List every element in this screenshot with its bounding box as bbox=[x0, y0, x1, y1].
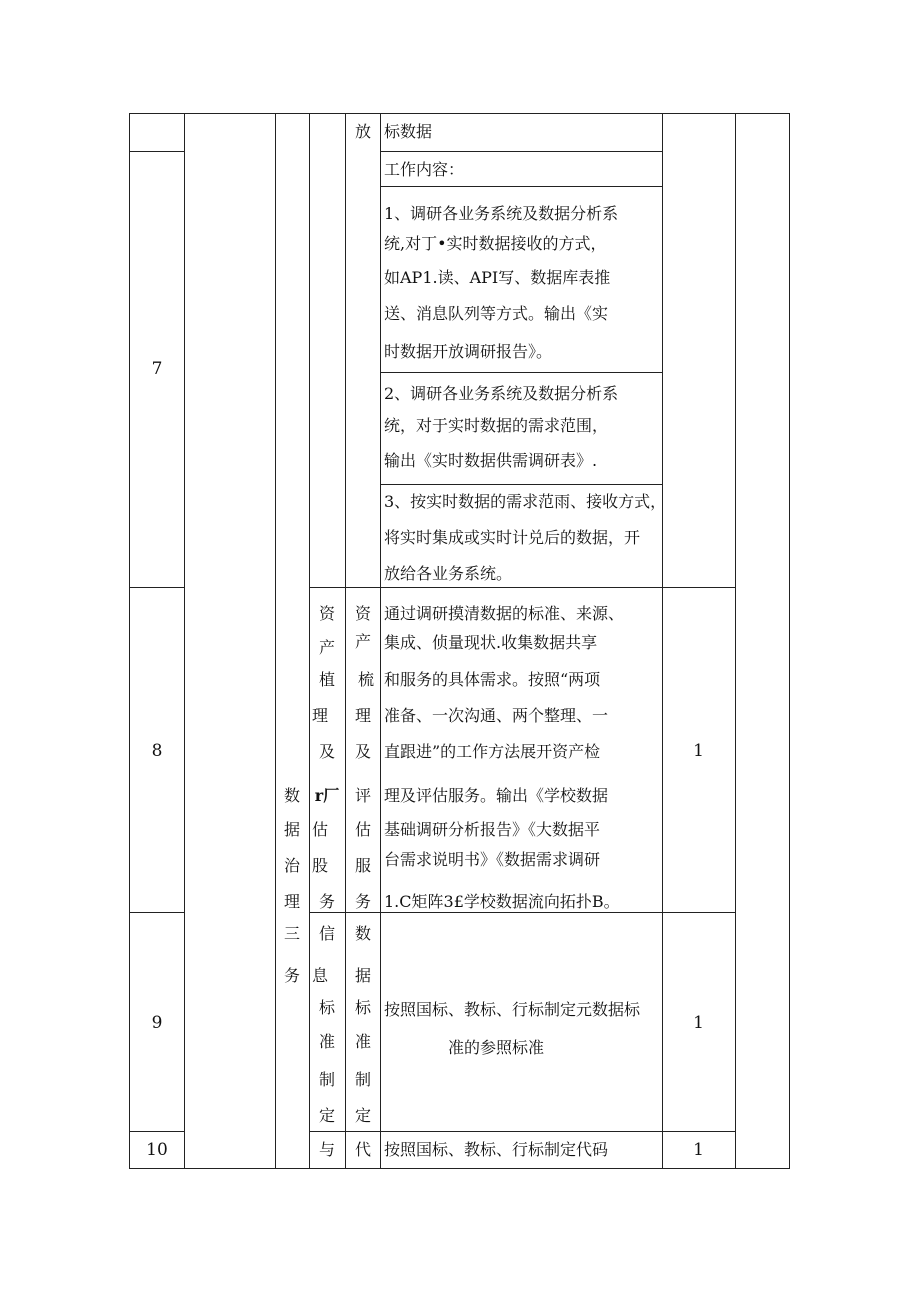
row7-text-line: 输出《实时数据供需调研表》. bbox=[384, 451, 598, 470]
row9-col4-char: 息 bbox=[311, 966, 328, 985]
row8-col4-char: r厂 bbox=[314, 786, 340, 805]
category-char: 据 bbox=[283, 820, 300, 839]
row7-text-line: 2、调研各业务系统及数据分析系 bbox=[384, 384, 619, 403]
row9-col4-char: 制 bbox=[318, 1070, 335, 1089]
row10-text-line: 按照国标、教标、行标制定代码 bbox=[384, 1140, 609, 1159]
row8-text-line: 准备、一次沟通、两个整理、一 bbox=[384, 706, 609, 725]
row9-col4-char: 准 bbox=[318, 1032, 335, 1051]
row10-qty: 1 bbox=[693, 1140, 704, 1160]
row8-text-line: 集成、侦量现状.收集数据共享 bbox=[384, 633, 598, 652]
row8-col4-char: 产 bbox=[318, 638, 335, 657]
row7-text-line: 工作内容： bbox=[384, 160, 465, 179]
row-number: 10 bbox=[146, 1140, 168, 1160]
row9-col5-char: 标 bbox=[354, 998, 371, 1017]
row8-col5-char: 务 bbox=[354, 892, 371, 911]
category-char: 数 bbox=[283, 786, 300, 805]
row8-text-line: 1.C矩阵3£学校数据流向拓扑B。 bbox=[384, 892, 620, 911]
row8-col5-char: 服 bbox=[354, 856, 371, 875]
category-char: 三 bbox=[283, 924, 300, 943]
row-number: 8 bbox=[151, 741, 163, 761]
row7-text-line: 统，对于实时数据的需求范围， bbox=[384, 416, 609, 435]
row9-col5-char: 据 bbox=[354, 966, 371, 985]
row8-col5-char: 及 bbox=[354, 742, 371, 761]
row8-qty: 1 bbox=[693, 741, 704, 761]
row7-text-line: 送、消息队列等方式。输出《实 bbox=[384, 304, 609, 323]
row8-col4-char: 理 bbox=[311, 706, 328, 725]
row-number: 9 bbox=[151, 1013, 163, 1033]
row9-col5-char: 数 bbox=[354, 924, 371, 943]
category-char: 理 bbox=[283, 892, 300, 911]
row7-text-line: 1、调研各业务系统及数据分析系 bbox=[384, 204, 619, 223]
row7-text-line: 时数据开放调研报告》。 bbox=[384, 342, 553, 361]
category-char: 治 bbox=[283, 856, 300, 875]
row8-col4-char: 股 bbox=[311, 856, 328, 875]
row8-col5-char: 估 bbox=[354, 820, 371, 839]
row9-col5-char: 准 bbox=[354, 1032, 371, 1051]
row9-col4-char: 信 bbox=[318, 924, 335, 943]
row7-text-line: 标数据 bbox=[384, 122, 433, 141]
row10-col4-char: 与 bbox=[318, 1140, 335, 1159]
category-char: 务 bbox=[283, 966, 300, 985]
row8-text-line: 台需求说明书》《数据需求调研 bbox=[384, 850, 601, 869]
row9-text-line: 按照国标、教标、行标制定元数据标 bbox=[384, 1000, 641, 1019]
row9-col5-char: 制 bbox=[354, 1070, 371, 1089]
row9-qty: 1 bbox=[693, 1013, 704, 1033]
row7-col5-char: 放 bbox=[354, 122, 371, 141]
row8-text-line: 和服务的具体需求。按照“两项 bbox=[384, 670, 601, 689]
row7-text-line: 将实时集成或实时计兑后的数据，开 bbox=[384, 528, 641, 547]
row8-col4-char: 务 bbox=[318, 892, 335, 911]
row9-col4-char: 定 bbox=[318, 1106, 335, 1125]
row-number: 7 bbox=[151, 359, 163, 379]
row8-col4-char: 及 bbox=[318, 742, 335, 761]
row8-col5-char: 评 bbox=[354, 786, 371, 805]
row9-col5-char: 定 bbox=[354, 1106, 371, 1125]
row8-col5-char: 资 bbox=[354, 604, 371, 623]
row8-text-line: 直跟进”的工作方法展开资产检 bbox=[384, 742, 601, 761]
row8-col5-char: 梳 bbox=[357, 670, 374, 689]
row9-col4-char: 标 bbox=[318, 998, 335, 1017]
row7-text-line: 放给各业务系统。 bbox=[384, 564, 513, 583]
row8-col4-char: 资 bbox=[318, 604, 335, 623]
row8-text-line: 通过调研摸清数据的标准、来源、 bbox=[384, 604, 625, 623]
row7-text-line: 3、按实时数据的需求范雨、接收方式， bbox=[384, 492, 667, 511]
row8-col5-char: 理 bbox=[354, 706, 371, 725]
row7-text-line: 如AP1.读、API写、数据库表推 bbox=[384, 268, 611, 287]
row8-text-line: 基础调研分析报告》《大数据平 bbox=[384, 820, 601, 839]
row10-col5-char: 代 bbox=[354, 1140, 371, 1159]
row9-text-line: 准的参照标准 bbox=[448, 1038, 545, 1057]
row8-text-line: 理及评估服务。输出《学校数据 bbox=[384, 786, 609, 805]
row8-col4-char: 植 bbox=[318, 670, 335, 689]
row7-text-line: 统,对丁•实时数据接收的方式， bbox=[384, 234, 607, 253]
row8-col4-char: 估 bbox=[311, 820, 328, 839]
row8-col5-char: 产 bbox=[354, 632, 371, 651]
